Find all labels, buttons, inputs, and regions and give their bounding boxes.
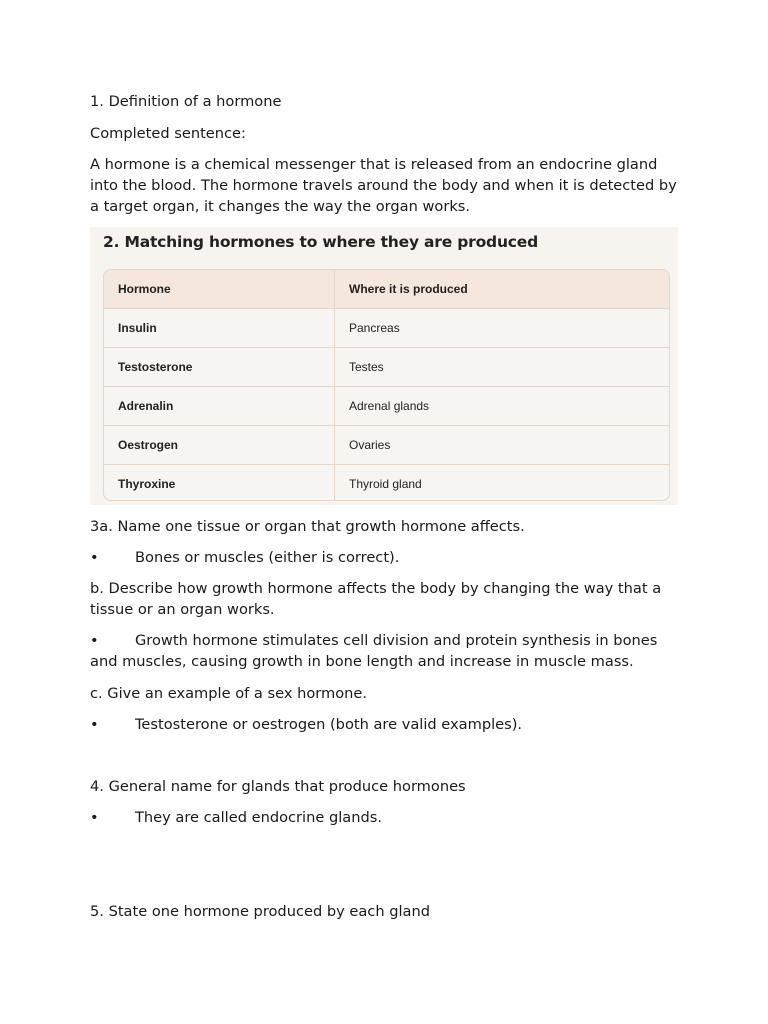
question-3c: c. Give an example of a sex hormone.: [90, 685, 368, 702]
table-row: [104, 309, 669, 348]
section1-definition: A hormone is a chemical messenger that is released from an endocrine gland into the blood. The hormone travels around the body and when it is detected by a target organ, it changes the way the organ works.: [90, 156, 677, 215]
question-3a: 3a. Name one tissue or organ that growth hormone affects.: [90, 518, 525, 535]
answer-3b: [90, 630, 680, 672]
answer-3c: [90, 714, 680, 735]
gland-cell: Adrenal glands: [335, 387, 670, 426]
hormone-cell: Testosterone: [104, 348, 335, 387]
bullet-glyph: •: [90, 549, 99, 566]
gland-cell: Thyroid gland: [349, 477, 422, 491]
table-row: [104, 348, 669, 387]
section4-heading: 4. General name for glands that produce hormones: [90, 778, 466, 795]
answer-3b-text: Growth hormone stimulates cell division and protein synthesis in bones and muscles, causing growth in bone length and increase in muscle mass.: [90, 632, 658, 670]
section4-answer: [90, 807, 680, 828]
section2-title: 2. Matching hormones to where they are produced: [103, 233, 538, 251]
hormone-cell: Insulin: [104, 309, 335, 348]
hormone-cell: Adrenalin: [104, 387, 335, 426]
table-row: [104, 426, 669, 465]
bullet-glyph: •: [90, 632, 99, 649]
hormone-cell: Oestrogen: [104, 426, 335, 465]
table-row: [104, 387, 669, 426]
gland-cell: Ovaries: [335, 426, 670, 465]
question-3b: b. Describe how growth hormone affects the body by changing the way that a tissue or an organ works.: [90, 580, 662, 618]
gland-cell: Testes: [335, 348, 670, 387]
answer-3a-text: Bones or muscles (either is correct).: [135, 549, 400, 566]
bullet-glyph: •: [90, 809, 99, 826]
table-header-row: [104, 270, 669, 309]
answer-3c-text: Testosterone or oestrogen (both are valid examples).: [135, 716, 523, 733]
section5-heading: 5. State one hormone produced by each gland: [90, 903, 430, 920]
table-row: [104, 465, 669, 502]
answer-3a: [90, 547, 680, 568]
bullet-glyph: •: [90, 716, 99, 733]
header-hormone: Hormone: [104, 270, 335, 309]
header-where-produced: Where it is produced: [335, 270, 670, 309]
hormone-table: [103, 269, 670, 501]
gland-cell: Pancreas: [335, 309, 670, 348]
section1-heading: 1. Definition of a hormone: [90, 93, 282, 110]
hormone-cell: Thyroxine: [104, 465, 335, 502]
section4-answer-text: They are called endocrine glands.: [135, 809, 382, 826]
section1-label: Completed sentence:: [90, 125, 246, 142]
